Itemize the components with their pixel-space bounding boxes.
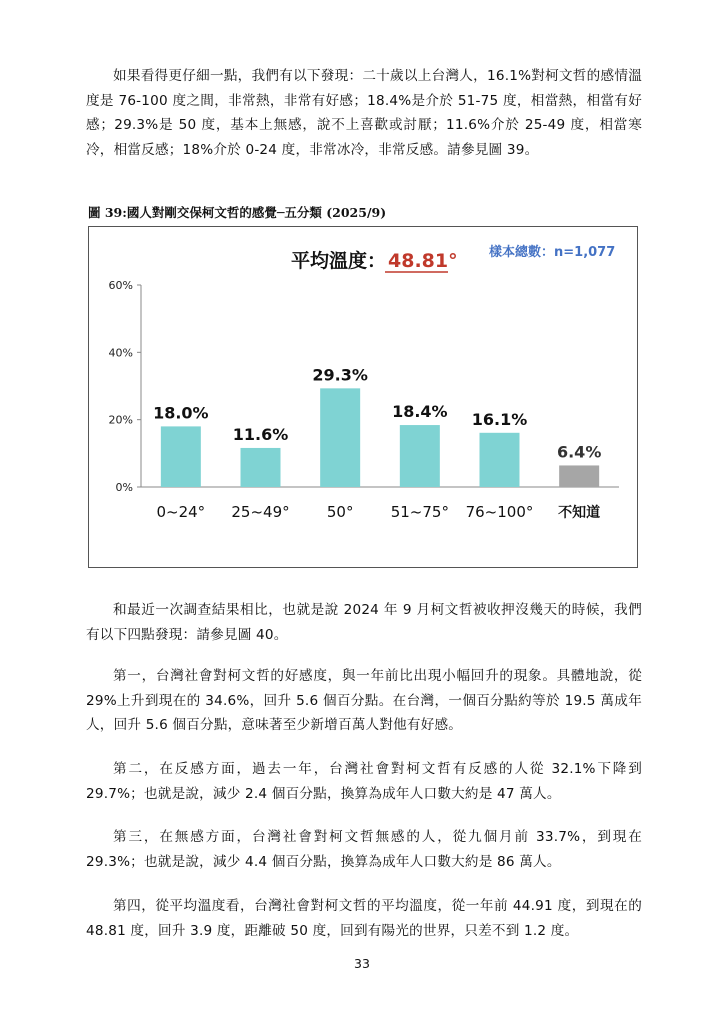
figure-caption: 圖 39:國人對剛交保柯文哲的感覺─五分類 (2025/9) (88, 205, 387, 220)
page-number: 33 (354, 956, 370, 971)
bar-value-label: 11.6% (232, 424, 289, 444)
category-label: 50° (326, 503, 354, 521)
label-layer (153, 365, 601, 521)
temperature-bar-chart (89, 227, 639, 569)
paragraph-fourth-finding: 第四，從平均溫度看，台灣社會對柯文哲的平均溫度，從一年前 44.91 度，到現在的 48.81 度，回升 3.9 度，距離破 50 度，回到有陽光的世界，只差不到 1.2 度。 (86, 898, 642, 939)
paragraph-second-finding: 第二，在反感方面，過去一年，台灣社會對柯文哲有反感的人從 32.1%下降到 29.7%；也就是說，減少 2.4 個百分點，換算為成年人口數大約是 47 萬人。 (86, 761, 642, 802)
paragraph-third-finding: 第三，在無感方面，台灣社會對柯文哲無感的人，從九個月前 33.7%，到現在 29.3%；也就是說，減少 4.4 個百分點，換算為成年人口數大約是 86 萬人。 (86, 829, 642, 870)
y-tick-label: 20% (108, 413, 133, 427)
paragraph-comparison-intro: 和最近一次調查結果相比，也就是說 2024 年 9 月柯文哲被收押沒幾天的時候，我們有以下四點發現：請參見圖 40。 (86, 602, 642, 643)
bar-6 (559, 465, 599, 487)
y-tick-label: 60% (108, 279, 133, 292)
y-tick-label: 40% (108, 346, 133, 360)
bar-1 (161, 426, 201, 487)
category-label: 0~24° (156, 503, 206, 521)
bar-3 (320, 388, 360, 487)
y-tick-label: 0% (115, 481, 133, 494)
category-label: 76~100° (465, 503, 534, 521)
mean-temperature-value: 48.81° (388, 250, 458, 272)
category-label: 不知道 (558, 505, 601, 521)
bar-value-label: 6.4% (556, 442, 602, 462)
bar-layer (161, 388, 602, 487)
paragraph-first-finding: 第一，台灣社會對柯文哲的好感度，與一年前比出現小幅回升的現象。具體地說，從 29%上升到現在的 34.6%，回升 5.6 個百分點。在台灣，一個百分點約等於 19.5 萬成年人，回升 5.6 個百分點，意味著至少新增百萬人對他有好感。 (86, 668, 642, 733)
chart-title: 平均溫度： (290, 250, 386, 272)
chart-frame (88, 226, 638, 568)
bar-2 (241, 448, 281, 487)
bar-value-label: 18.0% (153, 403, 209, 423)
paragraph-findings-detail: 如果看得更仔細一點，我們有以下發現：二十歲以上台灣人，16.1%對柯文哲的感情溫度是 76-100 度之間，非常熱，非常有好感；18.4%是介於 51-75 度，相當熱，相當有好感；29.3%是 50 度，基本上無感，說不上喜歡或討厭；11.6%介於 25-49 度，相當寒冷，相當反感；18%介於 0-24 度，非常冰冷，非常反感。請參見圖 39。 (86, 68, 642, 158)
category-label: 51~75° (390, 503, 449, 521)
bar-5 (480, 433, 520, 487)
sample-size-note: 樣本總數：n=1,077 (489, 245, 616, 260)
bar-value-label: 16.1% (471, 409, 528, 429)
bar-value-label: 18.4% (392, 402, 448, 422)
category-label: 25~49° (231, 503, 290, 521)
bar-value-label: 29.3% (312, 365, 368, 385)
bar-4 (400, 425, 440, 487)
